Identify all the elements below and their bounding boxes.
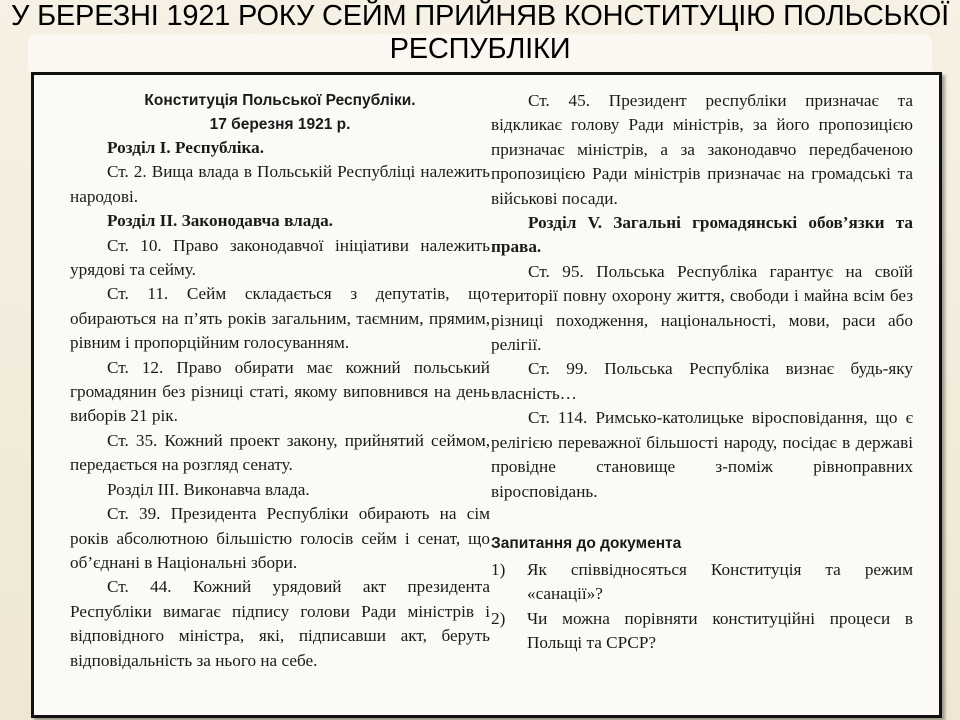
document-right-column xyxy=(491,89,913,656)
document-heading-title: Конституція Польської Республіки. xyxy=(144,92,416,109)
question-item xyxy=(491,558,913,607)
article-paragraph: Ст. 12. Право обирати має кожний польський громадянин без різниці статі, якому виповнився на день виборів 21 рік. xyxy=(70,357,490,426)
question-item xyxy=(491,607,913,656)
document-scan xyxy=(31,72,942,718)
article-paragraph: Ст. 44. Кожний урядовий акт президента Республіки вимагає підпису голови Ради міністрів і відповідного міністра, які, підписавши акт, беруть відповідальність за нього на себе. xyxy=(70,577,490,670)
article-paragraph: Ст. 99. Польська Республіка визнає будь-яку власність… xyxy=(491,359,913,403)
question-number: 2) xyxy=(491,608,506,628)
section-heading: Розділ I. Республіка. xyxy=(107,138,265,157)
section-heading: Розділ V. Загальні громадянські обов’язки та права. xyxy=(491,213,913,257)
questions-list xyxy=(491,558,913,656)
question-text: Як співвідносяться Конституція та режим «санації»? xyxy=(527,559,913,604)
section-heading: Розділ II. Законодавча влада. xyxy=(107,211,333,231)
article-paragraph: Ст. 95. Польська Республіка гарантує на своїй території повну охорону життя, свободи і майна всім без різниці походження, національності, мови, раси або релігії. xyxy=(491,261,913,355)
questions-title: Запитання до документа xyxy=(491,534,682,552)
article-paragraph: Розділ III. Виконавча влада. xyxy=(107,479,310,499)
document-heading xyxy=(70,89,490,136)
article-paragraph: Ст. 114. Римсько-католицьке віросповідання, що є релігією переважної більшості народу, посідає в державі провідне становище з-поміж рівноправних віросповідань. xyxy=(491,408,913,501)
slide-title-line-1: У БЕРЕЗНІ 1921 РОКУ СЕЙМ ПРИЙНЯВ КОНСТИТУЦІЮ ПОЛЬСЬКОЇ xyxy=(11,0,949,32)
article-paragraph: Ст. 11. Сейм складається з депутатів, що обираються на п’ять років загальним, таємним, прямим, рівним і пропорційним голосуванням. xyxy=(70,284,490,353)
slide-title xyxy=(0,0,960,66)
left-paragraphs xyxy=(70,136,490,673)
question-text: Чи можна порівняти конституційні процеси в Польщі та СРСР? xyxy=(527,608,913,653)
article-paragraph: Ст. 45. Президент республіки призначає та відкликає голову Ради міністрів, за його пропозицією призначає міністрів, а за законодавчо передбаченою пропозицією Ради міністрів призначає на громадські та військові посади. xyxy=(491,91,913,208)
question-number: 1) xyxy=(491,559,506,579)
document-left-column xyxy=(70,89,490,673)
right-paragraphs xyxy=(491,89,913,504)
article-paragraph: Ст. 35. Кожний проект закону, прийнятий сеймом, передається на розгляд сенату. xyxy=(70,430,490,475)
article-paragraph: Ст. 39. Президента Республіки обирають на сім років абсолютною більшістю голосів сейм і сенат, що об’єднані в Національні збори. xyxy=(70,504,490,572)
document-heading-date: 17 березня 1921 р. xyxy=(209,115,351,133)
article-paragraph: Ст. 10. Право законодавчої ініціативи належить урядові та сейму. xyxy=(70,235,490,280)
slide-title-line-2: РЕСПУБЛІКИ xyxy=(389,33,571,65)
article-paragraph: Ст. 2. Вища влада в Польській Республіці належить народові. xyxy=(70,162,490,206)
